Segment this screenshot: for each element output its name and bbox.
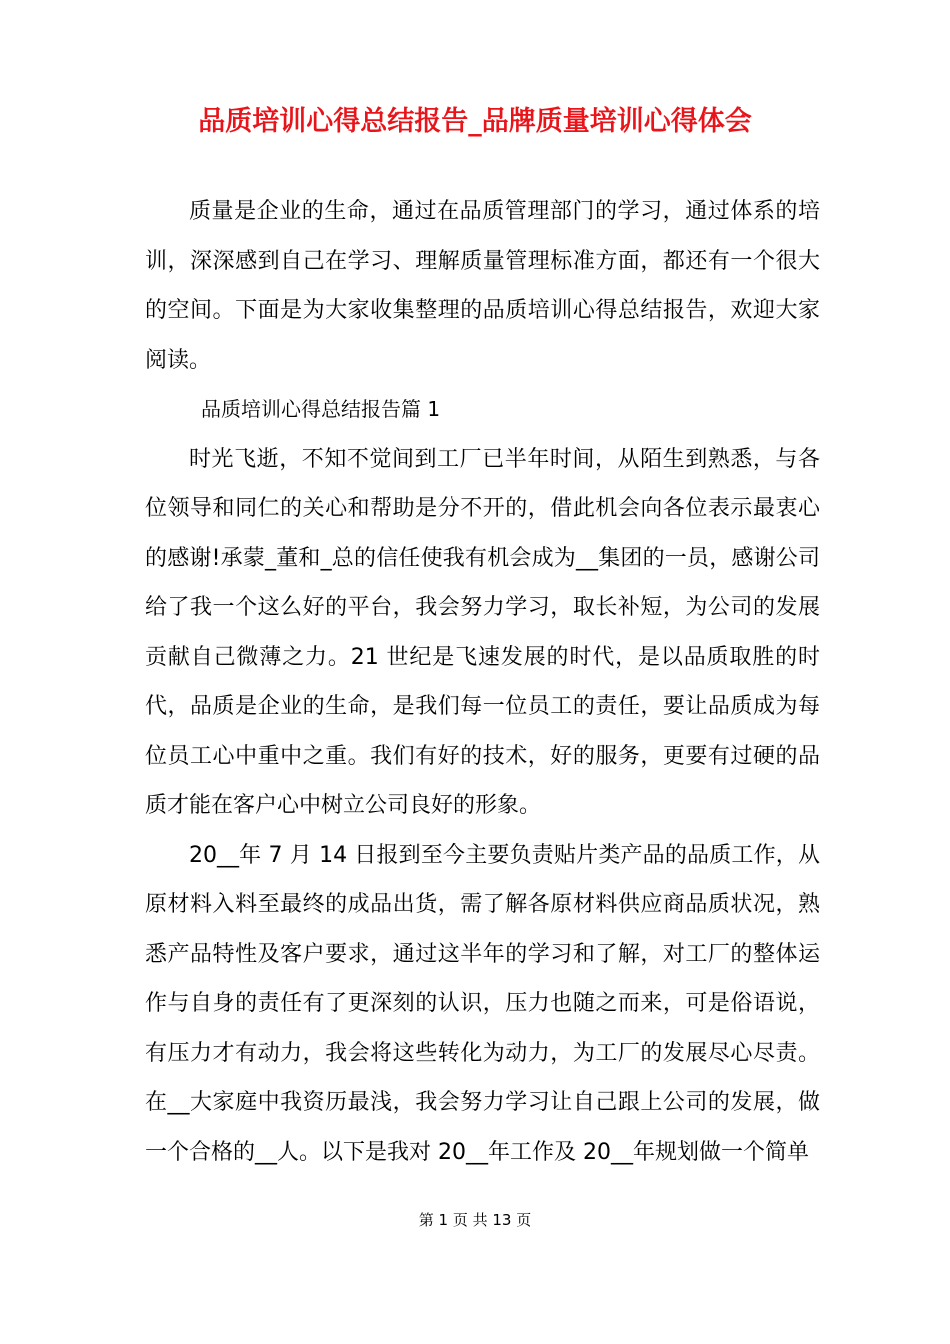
document-body [145, 187, 820, 1177]
document-title: 品质培训心得总结报告_品牌质量培训心得体会 [198, 106, 752, 137]
section-heading: 品质培训心得总结报告篇 1 [201, 397, 441, 421]
body-paragraph: 时光飞逝，不知不觉间到工厂已半年时间，从陌生到熟悉，与各位领导和同仁的关心和帮助是分不开的，借此机会向各位表示最衷心的感谢!承蒙_董和_总的信任使我有机会成为__集团的一员，感谢公司给了我一个这么好的平台，我会努力学习，取长补短，为公司的发展贡献自己微薄之力。21 世纪是飞速发展的时代，是以品质取胜的时代，品质是企业的生命，是我们每一位员工的责任，要让品质成为每位员工心中重中之重。我们有好的技术，好的服务，更要有过硬的品质才能在客户心中树立公司良好的形象。 [145, 446, 820, 818]
intro-paragraph: 质量是企业的生命，通过在品质管理部门的学习，通过体系的培训，深深感到自己在学习、理解质量管理标准方面，都还有一个很大的空间。下面是为大家收集整理的品质培训心得总结报告，欢迎大家阅读。 [145, 199, 820, 373]
page-number-footer: 第 1 页 共 13 页 [418, 1211, 532, 1229]
body-paragraph: 20__年 7 月 14 日报到至今主要负责贴片类产品的品质工作，从原材料入料至最终的成品出货，需了解各原材料供应商品质状况，熟悉产品特性及客户要求，通过这半年的学习和了解，对工厂的整体运作与自身的责任有了更深刻的认识，压力也随之而来，可是俗语说，有压力才有动力，我会将这些转化为动力，为工厂的发展尽心尽责。在__大家庭中我资历最浅，我会努力学习让自己跟上公司的发展，做一个合格的__人。以下是我对 20__年工作及 20__年规划做一个简单 [145, 842, 820, 1165]
